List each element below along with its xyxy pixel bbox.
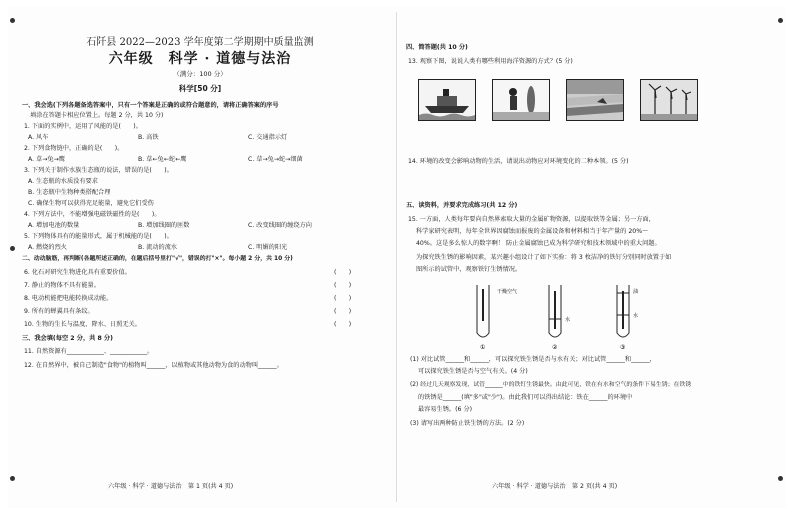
question-2: 2. 下列食物链中，正确的是( )。 xyxy=(24,145,124,152)
test-tube-diagram xyxy=(467,281,667,351)
question-13: 13. 观察下图，说说人类有哪些利用海洋资源的方式？(5 分) xyxy=(408,58,573,65)
q5-option-c: C. 明媚的阳光 xyxy=(248,244,288,251)
q5-option-b: B. 流动的流水 xyxy=(138,244,178,251)
full-score: （满分：100 分） xyxy=(173,70,227,78)
section-2-title: 二、动动脑筋，再判断(各题所述正确的，在题后括号里打"√"，错误的打"×"。每小题 2 分，共 10 分) xyxy=(22,256,293,262)
q15-paragraph-line-1: 15. 一方面，人类每年要向自然界索取大量的金属矿物资源，以提取铁等金属；另一方面， xyxy=(408,216,655,223)
section-1-title: 一、我会选(下列各题备选答案中，只有一个答案是正确的或符合题意的，请将正确答案的序号 xyxy=(22,102,279,109)
page-1 xyxy=(8,6,392,508)
q1-option-a: A. 风车 xyxy=(28,134,49,141)
q1-option-c: C. 交通指示灯 xyxy=(248,134,288,141)
question-6: 6. 化石对研究生物进化具有重要价值。 xyxy=(24,269,131,276)
question-8: 8. 电动机能把电能转换成动能。 xyxy=(24,295,113,302)
question-10: 10. 生物的生长与温度、降水、日照无关。 xyxy=(24,321,141,328)
page-2 xyxy=(402,6,786,508)
q15-part-1a: (1) 对比试管______和______，可以探究铁生锈是否与水有关；对比试管______和______， xyxy=(410,356,656,363)
question-1: 1. 下面的实例中，运用了风能的是( )。 xyxy=(24,123,142,130)
tube-3 xyxy=(617,285,629,337)
section-1-instruction: 填涂在答题卡相应位置上。每题 2 分，共 10 分) xyxy=(30,112,164,119)
question-12: 12. 在自然界中，被自己制造"食物"的植物叫______，以植物或其他动物为食的动物叫______。 xyxy=(24,362,283,369)
q4-option-a: A. 增加电池的数量 xyxy=(28,222,80,229)
science-section-title: 科学[50 分] xyxy=(178,84,222,93)
q3-option-c: C. 确保生物可以获得充足能量，避免它们受伤 xyxy=(28,200,154,207)
binding-hole xyxy=(10,18,15,23)
binding-hole xyxy=(778,476,783,481)
page-divider xyxy=(396,12,397,502)
q3-option-b: B. 生态瓶中生物种类搭配合理 xyxy=(28,189,111,196)
q15-paragraph-line-3: 40%。这是多么惊人的数字啊！ 防止金属腐蚀已成为科学研究和技术领域中的重大问题。 xyxy=(416,240,661,247)
binding-hole xyxy=(778,18,783,23)
tube-1-label: ① xyxy=(480,344,486,351)
q3-option-a: A. 生态瓶的水质没有要求 xyxy=(28,178,98,185)
q5-option-a: A. 燃烧的烈火 xyxy=(28,244,67,251)
answer-paren: ( ) xyxy=(334,308,352,315)
q4-option-c: C. 改变线圈的缠绕方向 xyxy=(248,222,312,229)
q4-option-b: B. 增加线圈的匝数 xyxy=(138,222,190,229)
answer-paren: ( ) xyxy=(334,295,352,302)
question-11: 11. 自然资源有____________、____________。 xyxy=(24,348,154,355)
exam-sheet xyxy=(8,6,786,508)
tube-3-label: ③ xyxy=(620,344,626,351)
section-5-title: 五、读资料，并要求完成练习(共 12 分) xyxy=(406,202,518,209)
q15-part-2b: 的铁锈是______(填"多"或"少")。由此我们可以得出结论：铁在______的环境中 xyxy=(418,394,633,401)
tube-1-note: 干燥空气 xyxy=(497,289,518,295)
q15-paragraph-line-4: 为探究铁生锈的影响因素，某兴趣小组设计了如下实验：将 3 枚洁净的铁钉分别同时放置于如 xyxy=(416,254,672,261)
page-1-footer: 六年级 · 科学 · 道德与法治 第 1 页(共 4 页) xyxy=(108,483,234,490)
q15-part-3: (3) 请写出两种防止铁生锈的方法。(2 分) xyxy=(410,420,525,427)
question-14: 14. 环境的改变会影响动物的生活，请说出动物应对环境变化的二种本领。(5 分) xyxy=(408,158,629,165)
tube-2 xyxy=(549,285,561,337)
q2-option-c: C. 草→兔→蛇→细菌 xyxy=(248,156,303,163)
wind-farm-picture xyxy=(640,79,698,121)
question-4: 4. 下列方法中，不能增强电磁铁磁性的是( )。 xyxy=(24,211,161,218)
q2-option-b: B. 草←兔←蛇←鹰 xyxy=(138,156,187,163)
beach-picture xyxy=(492,79,550,121)
salt-field-picture xyxy=(566,79,624,121)
question-5: 5. 下列物体具有的能量形式，属于机械能的是( )。 xyxy=(24,233,173,240)
q15-part-1b: 可以探究铁生锈是否与空气有关。(4 分) xyxy=(418,368,528,375)
tube-1 xyxy=(477,285,489,337)
q15-part-2a: (2) 经过几天观察发现，试管______中的铁钉生锈最快。由此可见，铁在有水和空气的条件下易生锈；在铁锈 xyxy=(410,382,692,388)
answer-paren: ( ) xyxy=(334,321,352,328)
section-3-title: 三、我会填(每空 2 分，共 8 分) xyxy=(22,335,113,342)
question-9: 9. 所有的蝉翼具有条纹。 xyxy=(24,308,94,315)
binding-hole xyxy=(10,246,15,251)
tube-2-water-label: 水 xyxy=(565,317,571,323)
ship-picture xyxy=(418,79,476,121)
section-4-title: 四、简答题(共 10 分) xyxy=(406,44,468,51)
ocean-resource-pictures xyxy=(418,79,786,129)
q15-paragraph-line-5: 图所示的试管中，观察铁钉生锈情况。 xyxy=(416,266,522,273)
question-3: 3. 下列关于制作水族生态瓶的说法，错误的是( )。 xyxy=(24,167,173,174)
question-7: 7. 静止的物体不具有能量。 xyxy=(24,282,100,289)
tube-3-water-label: 水 xyxy=(633,313,639,319)
q1-option-b: B. 高铁 xyxy=(138,134,159,141)
tube-2-label: ② xyxy=(552,344,558,351)
exam-title: 六年级 科学 · 道德与法治 xyxy=(108,51,292,67)
tube-3-oil-label: 油 xyxy=(633,289,639,295)
q15-part-2c: 最容易生锈。(6 分) xyxy=(418,406,473,413)
q2-option-a: A. 草→兔→鹰 xyxy=(28,156,65,163)
binding-hole xyxy=(10,476,15,481)
answer-paren: ( ) xyxy=(334,269,352,276)
exam-header: 石阡县 2022—2023 学年度第二学期期中质量监测 xyxy=(86,37,314,48)
page-2-footer: 六年级 · 科学 · 道德与法治 第 2 页(共 4 页) xyxy=(492,483,618,490)
answer-paren: ( ) xyxy=(334,282,352,289)
q15-paragraph-line-2: 科学家研究表明，每年全世界因腐蚀而报废的金属设备和材料相当于年产量的 20%～ xyxy=(416,228,649,235)
